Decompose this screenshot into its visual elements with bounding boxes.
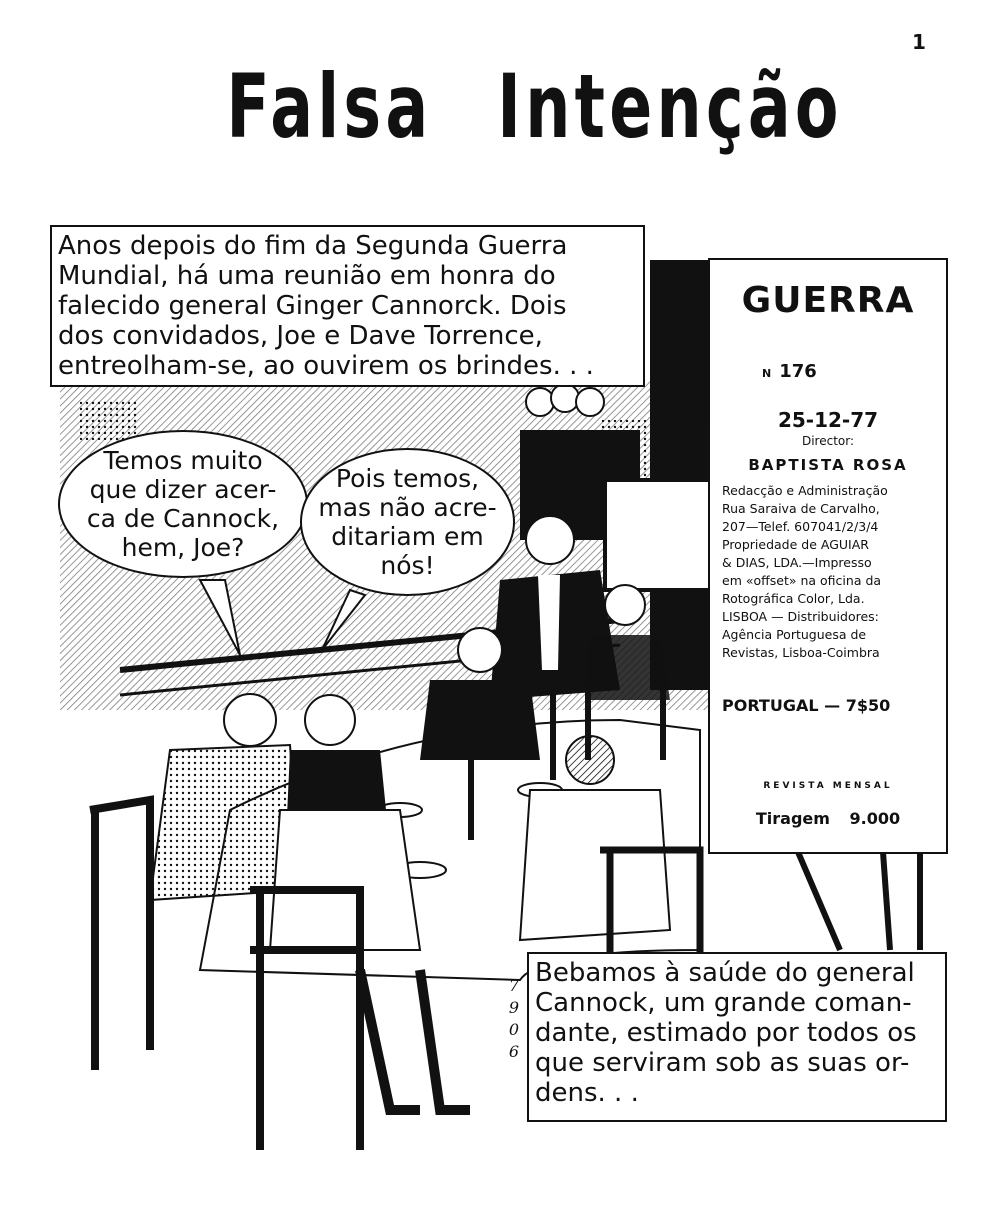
print-run bbox=[722, 809, 934, 828]
issue-prefix: N bbox=[762, 367, 772, 380]
info-line: Propriedade de AGUIAR bbox=[722, 537, 869, 552]
director-label: Director: bbox=[801, 434, 855, 448]
speech-balloon-right bbox=[300, 448, 515, 596]
caption-line: que serviram sob as suas or- bbox=[535, 1048, 910, 1078]
balloon-line: ca de Cannock, bbox=[86, 504, 280, 533]
narration-caption-bottom bbox=[527, 952, 947, 1122]
periodicity: REVISTA MENSAL bbox=[763, 781, 893, 791]
speech-balloon-left bbox=[58, 430, 308, 578]
story-title bbox=[226, 55, 843, 158]
page-number: 1 bbox=[912, 30, 926, 54]
caption-line: Anos depois do fim da Segunda Guerra bbox=[58, 231, 568, 261]
caption-line: falecido general Ginger Cannorck. Dois bbox=[58, 291, 567, 321]
balloon-line: hem, Joe? bbox=[121, 533, 245, 562]
print-run-label: Tiragem bbox=[755, 809, 830, 828]
caption-line: Bebamos à saúde do general bbox=[535, 958, 915, 988]
caption-line: Mundial, há uma reunião em honra do bbox=[58, 261, 556, 291]
art-code-digit: 7 bbox=[508, 976, 520, 995]
info-line: Revistas, Lisboa-Coimbra bbox=[722, 645, 880, 660]
info-line: Agência Portuguesa de bbox=[722, 627, 867, 642]
info-line: Redacção e Administração bbox=[722, 483, 888, 498]
cover-price: PORTUGAL — 7$50 bbox=[722, 696, 891, 715]
caption-line: dante, estimado por todos os bbox=[535, 1018, 917, 1048]
narration-caption-top bbox=[50, 225, 645, 387]
balloon-line: Temos muito bbox=[103, 446, 263, 475]
info-line: em «offset» na oficina da bbox=[722, 573, 882, 588]
info-line: Rua Saraiva de Carvalho, bbox=[722, 501, 880, 516]
balloon-line: mas não acre- bbox=[318, 493, 497, 522]
balloon-line: que dizer acer- bbox=[89, 475, 277, 504]
issue-date: 25-12-77 bbox=[777, 408, 879, 432]
magazine-name: GUERRA bbox=[741, 280, 915, 321]
title-word-1: Falsa bbox=[226, 55, 433, 158]
caption-line: entreolham-se, ao ouvirem os brindes. . . bbox=[58, 351, 594, 381]
info-line: Rotográfica Color, Lda. bbox=[722, 591, 865, 606]
caption-line: dos convidados, Joe e Dave Torrence, bbox=[58, 321, 543, 351]
issue-value: 176 bbox=[779, 361, 817, 382]
publisher-info bbox=[722, 482, 934, 662]
balloon-line: ditariam em bbox=[331, 522, 484, 551]
caption-line: dens. . . bbox=[535, 1078, 639, 1108]
art-code-digit: 9 bbox=[508, 998, 520, 1017]
art-code-digit: 6 bbox=[508, 1042, 520, 1061]
title-word-2: Intenção bbox=[497, 55, 843, 158]
caption-line: Cannock, um grande coman- bbox=[535, 988, 912, 1018]
issue-number bbox=[762, 361, 934, 382]
director-name: BAPTISTA ROSA bbox=[748, 456, 908, 474]
art-code-digit: 0 bbox=[508, 1020, 520, 1039]
info-line: 207—Telef. 607041/2/3/4 bbox=[722, 519, 879, 534]
balloon-line: nós! bbox=[380, 551, 435, 580]
magazine-masthead bbox=[708, 258, 948, 854]
print-run-value: 9.000 bbox=[849, 809, 901, 828]
info-line: LISBOA — Distribuidores: bbox=[722, 609, 879, 624]
info-line: & DIAS, LDA.—Impresso bbox=[722, 555, 872, 570]
balloon-line: Pois temos, bbox=[335, 464, 480, 493]
art-code bbox=[506, 975, 522, 1063]
